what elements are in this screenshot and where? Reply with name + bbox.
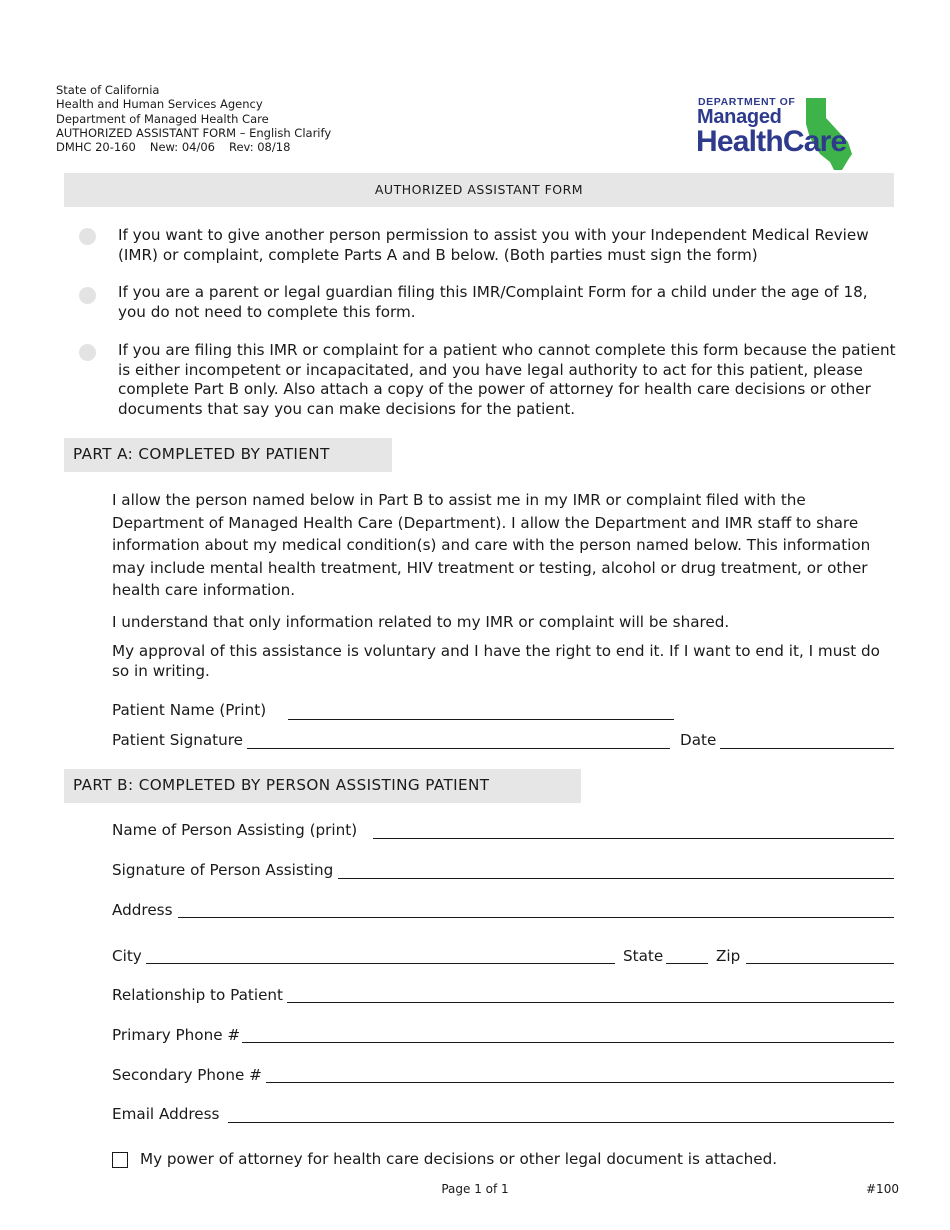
part-a-heading-bar [64, 438, 392, 472]
patient-name-label: Patient Name (Print) [112, 701, 267, 719]
rev-date: Rev: 08/18 [228, 140, 291, 155]
part-a-heading: PART A: COMPLETED BY PATIENT [73, 445, 330, 463]
state-label: State [623, 947, 664, 965]
patient-signature-field[interactable] [247, 748, 670, 749]
part-a-paragraph-1: I allow the person named below in Part B to assist me in my IMR or complaint filed with the Department of Managed Health Care (Department). I allow the Department and IMR staff to share information about my medical condition(s) and care with the person named below. This information may include mental health treatment, HIV treatment or testing, alcohol or drug treatment, or other health care information. [112, 491, 871, 599]
part-a-paragraph-2: I understand that only information related to my IMR or complaint will be shared. [112, 613, 730, 631]
city-label: City [112, 947, 142, 965]
power-of-attorney-label: My power of attorney for health care decisions or other legal document is attached. [140, 1150, 778, 1168]
patient-signature-label: Patient Signature [112, 731, 243, 749]
header-line-form-name: AUTHORIZED ASSISTANT FORM – English Clarify [56, 125, 332, 140]
secondary-phone-label: Secondary Phone # [112, 1066, 262, 1084]
new-date: New: 04/06 [149, 140, 215, 155]
form-code: DMHC 20-160 [56, 140, 136, 155]
patient-name-field[interactable] [288, 719, 674, 720]
relationship-label: Relationship to Patient [112, 986, 284, 1004]
primary-phone-field[interactable] [242, 1042, 894, 1043]
part-a-paragraph-3: My approval of this assistance is voluntary and I have the right to end it. If I want to end it, I must do so in writing. [112, 642, 880, 680]
zip-field[interactable] [746, 963, 894, 964]
instruction-bullet-3: If you are filing this IMR or complaint for a patient who cannot complete this form because the patient is either incompetent or incapacitated, and you have legal authority to act for this patient, please complete Part B only. Also attach a copy of the power of attorney for health care decisions or other documents that say you can make decisions for the patient. [118, 341, 896, 418]
logo-line-healthcare: HealthCare [696, 125, 847, 158]
assistant-signature-field[interactable] [338, 878, 894, 879]
header-form-code [56, 140, 331, 154]
date-field[interactable] [720, 748, 894, 749]
assistant-name-field[interactable] [373, 838, 894, 839]
power-of-attorney-checkbox[interactable] [112, 1152, 128, 1168]
bullet-icon [79, 228, 96, 245]
form-title-bar [64, 173, 894, 207]
instruction-bullet-2: If you are a parent or legal guardian filing this IMR/Complaint Form for a child under the age of 18, you do not need to complete this form. [118, 283, 868, 321]
relationship-field[interactable] [287, 1002, 894, 1003]
logo-line-department: DEPARTMENT OF [698, 96, 796, 108]
agency-header [56, 83, 331, 154]
zip-label: Zip [716, 947, 741, 965]
date-label: Date [680, 731, 717, 749]
assistant-signature-label: Signature of Person Assisting [112, 861, 334, 879]
state-field[interactable] [666, 963, 708, 964]
assistant-name-label: Name of Person Assisting (print) [112, 821, 358, 839]
address-field[interactable] [178, 917, 894, 918]
logo-line-managed: Managed [697, 106, 782, 128]
part-b-heading-bar [64, 769, 581, 803]
city-field[interactable] [146, 963, 615, 964]
email-field[interactable] [228, 1122, 894, 1123]
bullet-icon [79, 287, 96, 304]
secondary-phone-field[interactable] [266, 1082, 894, 1083]
dmhc-logo [696, 96, 896, 172]
email-label: Email Address [112, 1105, 220, 1123]
form-title: AUTHORIZED ASSISTANT FORM [374, 182, 584, 197]
header-line-agency: Health and Human Services Agency [56, 97, 263, 112]
page-number: Page 1 of 1 [441, 1182, 509, 1196]
instruction-bullet-1: If you want to give another person permission to assist you with your Independent Medical Review (IMR) or complaint, complete Parts A and B below. (Both parties must sign the form) [118, 226, 869, 264]
address-label: Address [112, 901, 173, 919]
bullet-icon [79, 344, 96, 361]
primary-phone-label: Primary Phone # [112, 1026, 241, 1044]
part-b-heading: PART B: COMPLETED BY PERSON ASSISTING PATIENT [73, 776, 490, 794]
form-number: #100 [866, 1182, 899, 1196]
header-line-state: State of California [56, 83, 160, 97]
header-line-department: Department of Managed Health Care [56, 111, 269, 126]
